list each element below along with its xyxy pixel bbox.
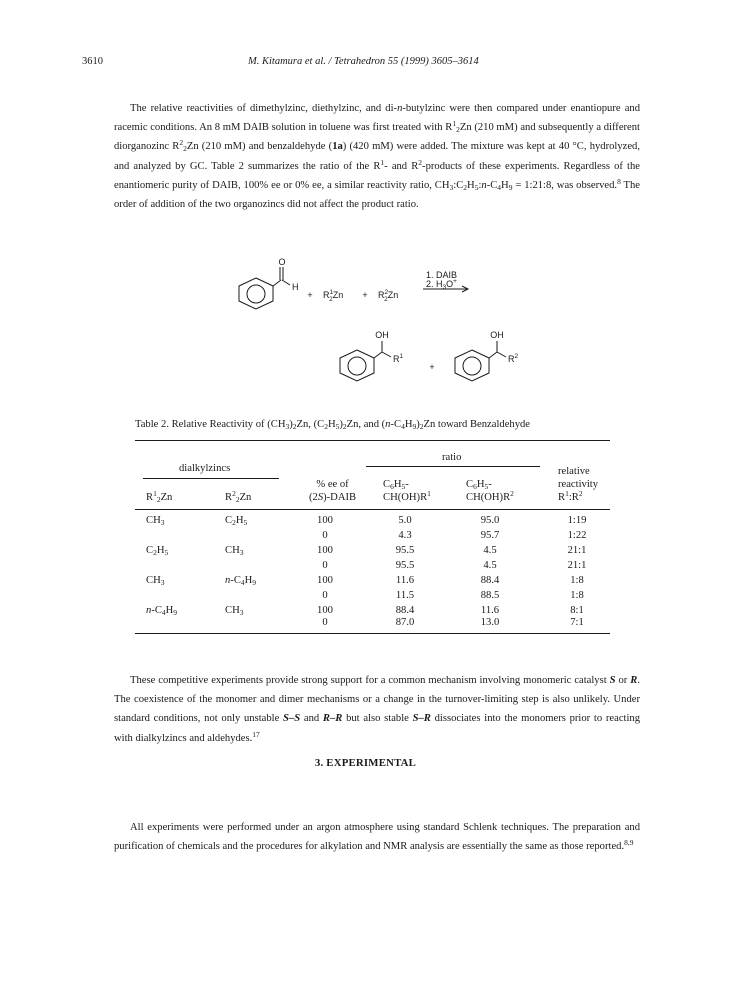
cell-product-r2: 95.7	[480, 530, 500, 541]
cell-relative-reactivity: 21:1	[567, 560, 587, 571]
paragraph-experimental: All experiments were performed under an argon atmosphere using standard Schlenk techniques. The preparation and purification of chemicals and the procedures for alkylation and NMR analysis are essentially the same as those reported.$^{8,9}$	[114, 822, 640, 853]
plus-sign: +	[307, 290, 313, 300]
cell-product-r1: 4.3	[398, 530, 412, 541]
paragraph-reactivity-comparison: The relative reactivities of dimethylzinc, diethylzinc, and di-n-butylzinc were then compared under enantiopure and racemic conditions. An 8 mM DAIB solution in toluene was first treated with $R^1_2Zn$ (210 mM) and subsequently a different diorganozinc $R^2_2Zn$ (210 mM) and benzaldehyde (1a) (420 mM) were added. The mixture was kept at 40 °C, hydrolyzed, and analyzed by GC. Table 2 summarizes the ratio of the $R^1-$ and $R^2$-products of these experiments. Regardless of the enantiomeric purity of DAIB, 100% ee or 0% ee, a similar reactivity ratio, $CH_3:C_2H_5:n-C_4H_9$ = 1:21:8, was observed.$^8$ The order of addition of the two organozincs did not affect the product ratio.	[114, 103, 640, 211]
cell-ee: 100	[317, 515, 333, 526]
cell-ee: 0	[322, 590, 328, 601]
cell-ee: 0	[322, 530, 328, 541]
reaction-condition-step1: 1. DAIB	[426, 270, 458, 280]
table-caption: Table 2. Relative Reactivity of $(CH_3)_2Zn$, $(C_2H_5)_2Zn$, and $(n-C_4H_9)_2Zn$ toward Benzaldehyde	[135, 419, 530, 431]
header-dialkylzincs: dialkylzincs	[179, 463, 231, 474]
aldehyde-bond	[273, 280, 281, 286]
plus-sign: +	[362, 290, 368, 300]
benzaldehyde-ring	[239, 278, 273, 309]
header-ee: % ee of (2S)-DAIB	[309, 479, 357, 503]
product1-hydroxyl: OH	[375, 330, 389, 340]
reagent-r1-c2h5: $C_2H_5$	[146, 545, 169, 557]
cell-product-r1: 95.5	[395, 560, 415, 571]
dialkylzinc-span-rule	[143, 478, 279, 479]
ratio-span-rule	[366, 466, 540, 467]
cell-product-r2: 4.5	[483, 545, 497, 556]
cell-product-r1: 95.5	[395, 545, 415, 556]
cell-relative-reactivity: 21:1	[567, 545, 587, 556]
product2-r2: $R^2$	[508, 353, 519, 364]
reagent-r2-nc4h9: $n-C_4H_9$	[225, 575, 257, 587]
header-product-r2: $C_6H_5-$ $CH(OH)R^2$	[466, 479, 514, 503]
header-r1zn: $R^1_2Zn$	[146, 489, 173, 504]
reagent-r2-zn: $R^2$ 2Zn	[378, 289, 399, 303]
paragraph-mechanism: These competitive experiments provide strong support for a common mechanism involving monomeric catalyst S or R. The coexistence of the monomer and dimer mechanisms or a change in the turnover-limiting step is also unlikely. Under standard conditions, not only unstable S–S and R–R but also stable S–R dissociates into the monomers prior to reacting with dialkylzincs and aldehydes.$^{17}$	[114, 675, 641, 744]
cell-relative-reactivity: 1:22	[567, 530, 587, 541]
cell-ee: 0	[322, 617, 328, 628]
table-top-rule	[135, 440, 610, 441]
reaction-scheme	[0, 256, 731, 406]
product1-ring	[340, 350, 374, 381]
cell-product-r2: 13.0	[480, 617, 500, 628]
cell-relative-reactivity: 8:1	[570, 605, 584, 616]
reagent-r2-c2h5: $C_2H_5$	[225, 515, 248, 527]
cell-product-r1: 5.0	[398, 515, 412, 526]
page-number: 3610	[82, 56, 103, 67]
cell-relative-reactivity: 7:1	[570, 617, 584, 628]
reaction-condition-step2: 2. $H_3O^+$	[426, 278, 457, 291]
cell-product-r1: 88.4	[395, 605, 415, 616]
reagent-r1-nc4h9: $n-C_4H_9$	[146, 605, 178, 617]
cell-product-r2: 4.5	[483, 560, 497, 571]
reagent-r1-zn: $R^1$ 2Zn	[323, 289, 344, 303]
section-heading: 3. EXPERIMENTAL	[314, 757, 417, 769]
aldehyde-hydrogen: H	[292, 282, 299, 292]
cell-product-r1: 11.5	[395, 590, 415, 601]
cell-ee: 100	[317, 545, 333, 556]
running-citation: M. Kitamura et al. / Tetrahedron 55 (1999) 3605–3614	[248, 56, 479, 67]
reagent-r1-ch3: $CH_3$	[146, 575, 165, 587]
cell-product-r2: 11.6	[480, 605, 500, 616]
cell-product-r2: 88.5	[480, 590, 500, 601]
plus-sign: +	[429, 362, 435, 372]
reagent-r2-ch3: $CH_3$	[225, 545, 244, 557]
cell-relative-reactivity: 1:19	[567, 515, 587, 526]
cell-ee: 0	[322, 560, 328, 571]
cell-relative-reactivity: 1:8	[570, 590, 584, 601]
product2-hydroxyl: OH	[490, 330, 504, 340]
header-relative-reactivity: relative reactivity $R^1:R^2$	[558, 466, 599, 503]
cell-ee: 100	[317, 605, 333, 616]
reagent-r1-ch3: $CH_3$	[146, 515, 165, 527]
product2-ring	[455, 350, 489, 381]
cell-product-r2: 88.4	[480, 575, 500, 586]
header-product-r1: $C_6H_5-$ $CH(OH)R^1$	[383, 479, 431, 503]
cell-product-r2: 95.0	[480, 515, 500, 526]
table-bottom-rule	[135, 633, 610, 634]
cell-relative-reactivity: 1:8	[570, 575, 584, 586]
benzaldehyde-aromatic-circle	[247, 285, 265, 303]
cell-product-r1: 11.6	[395, 575, 415, 586]
cell-product-r1: 87.0	[395, 617, 415, 628]
header-ratio: ratio	[442, 452, 462, 463]
carbonyl-oxygen: O	[278, 257, 286, 267]
reagent-r2-ch3: $CH_3$	[225, 605, 244, 617]
header-r2zn: $R^2_2Zn$	[225, 489, 252, 504]
cell-ee: 100	[317, 575, 333, 586]
product1-r1: $R^1$	[393, 353, 404, 364]
table-header-rule	[135, 509, 610, 510]
